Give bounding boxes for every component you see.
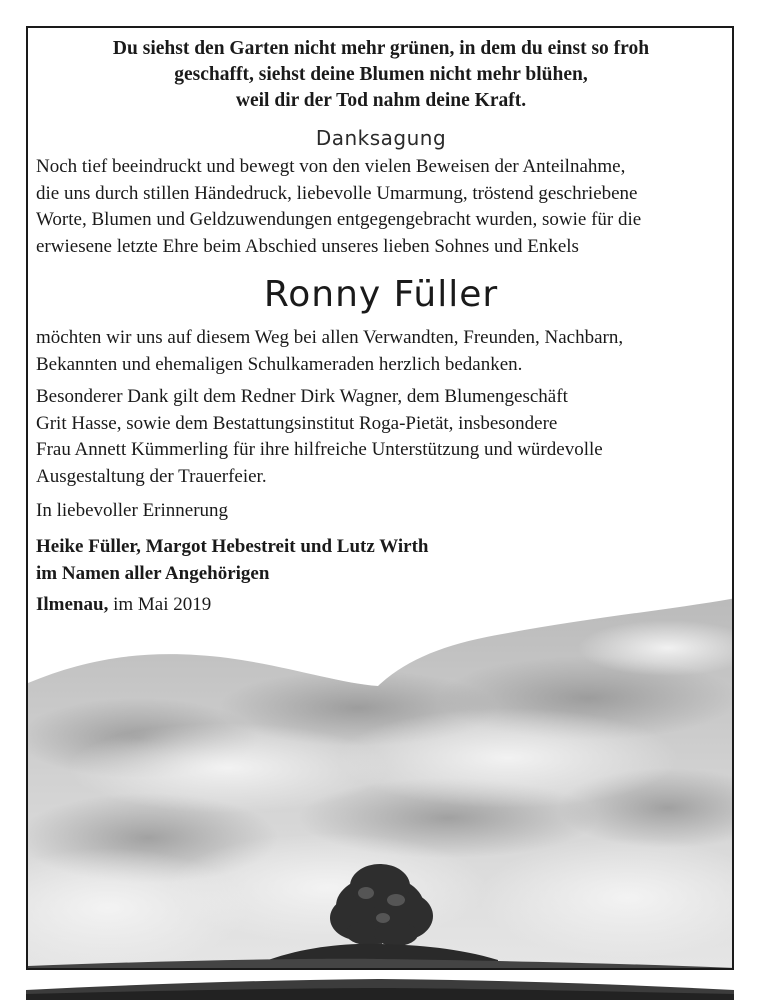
text-line: Worte, Blumen und Geldzuwendungen entgegengebracht wurden, sowie für die xyxy=(36,209,642,230)
thanks-paragraph xyxy=(36,325,726,378)
deceased-name: Ronny Füller xyxy=(263,274,499,315)
signature-names: Heike Füller, Margot Hebestreit und Lutz Wirth xyxy=(36,535,429,557)
poem-line: Du siehst den Garten nicht mehr grünen, in dem du einst so froh xyxy=(112,38,650,59)
poem-line: weil dir der Tod nahm deine Kraft. xyxy=(235,90,527,111)
place-date xyxy=(36,591,726,618)
text-line: Ausgestaltung der Trauerfeier. xyxy=(36,465,267,487)
bottom-hill-strip xyxy=(26,976,734,1000)
signature-relatives: im Namen aller Angehörigen xyxy=(36,562,270,584)
text-content xyxy=(36,28,726,618)
section-heading: Danksagung xyxy=(315,126,447,150)
place-date-text: im Mai 2019 xyxy=(113,593,212,615)
intro-paragraph xyxy=(36,154,726,260)
closing-line: In liebevoller Erinnerung xyxy=(36,500,229,521)
poem-line: geschafft, siehst deine Blumen nicht mehr blühen, xyxy=(174,64,588,85)
place-city: Ilmenau, xyxy=(36,593,109,615)
text-line: erwiesene letzte Ehre beim Abschied unseres lieben Sohnes und Enkels xyxy=(36,235,579,257)
text-line: Grit Hasse, sowie dem Bestattungsinstitut Roga-Pietät, insbesondere xyxy=(36,412,558,434)
text-line: Bekannten und ehemaligen Schulkameraden herzlich bedanken. xyxy=(36,353,523,375)
text-line: die uns durch stillen Händedruck, liebevolle Umarmung, tröstend geschriebene xyxy=(36,182,638,204)
special-thanks-paragraph xyxy=(36,384,726,490)
text-line: Noch tief beeindruckt und bewegt von den vielen Beweisen der Anteilnahme, xyxy=(36,156,626,177)
signature-block xyxy=(36,533,726,587)
text-line: Frau Annett Kümmerling für ihre hilfreiche Unterstützung und würdevolle xyxy=(36,439,603,460)
obituary-frame xyxy=(26,26,734,970)
text-line: möchten wir uns auf diesem Weg bei allen Verwandten, Freunden, Nachbarn, xyxy=(36,327,624,348)
text-line: Besonderer Dank gilt dem Redner Dirk Wagner, dem Blumengeschäft xyxy=(36,386,568,407)
tree-hill-photo xyxy=(28,588,734,970)
memorial-poem xyxy=(36,36,726,114)
